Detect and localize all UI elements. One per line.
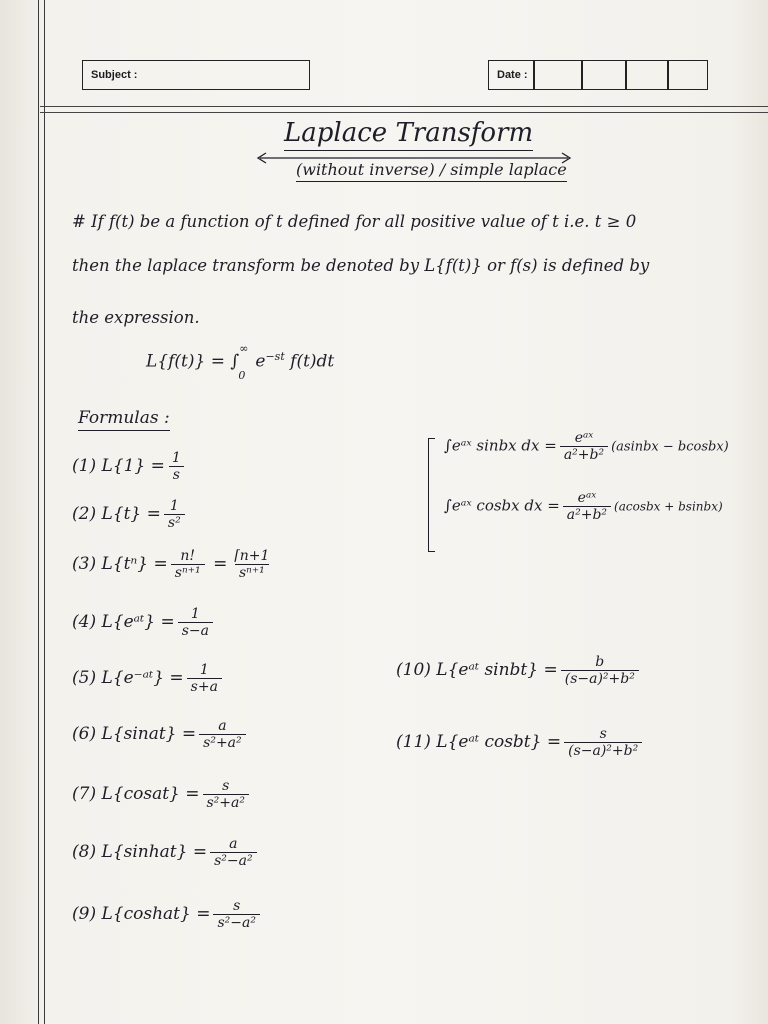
formula-9: (9) L{coshat} = $\frac{s}{\text{s²−a²}}$	[72, 898, 263, 931]
formula-5: (5) L{e⁻ᵃᵗ} = $\frac{1}{s+a}$	[72, 662, 225, 695]
formula-6: (6) L{sinat} = $\frac{a}{\text{s²+a²}}$	[72, 718, 249, 751]
page-subtitle: (without inverse) / simple laplace	[296, 160, 567, 179]
date-label: Date :	[497, 69, 528, 81]
definition-line-2: then the laplace transform be denoted by L{f(t)} or f(s) is defined by	[72, 256, 650, 275]
formula-11: (11) L{eᵃᵗ cosbt} = $\frac{s}{\text{(s−a)²+b²}}$	[396, 726, 645, 759]
header-rule	[40, 106, 768, 107]
laplace-definition: $L\{f(t)\} = \int^\infty_0e^{-st}$ f(t)dt	[146, 342, 335, 383]
formula-8: (8) L{sinhat} = $\frac{a}{\text{s²−a²}}$	[72, 836, 260, 869]
subject-label: Subject :	[91, 69, 138, 81]
margin-line	[44, 0, 45, 1024]
page-title: Laplace Transform	[284, 118, 533, 148]
formula-2: (2) L{t} = $\frac{1}{\text{s²}}$	[72, 498, 188, 531]
definition-line-1: # If f(t) be a function of t defined for all positive value of t i.e. t ≥ 0	[72, 212, 637, 231]
integral-cos-formula: ∫eᵃˣ cosbx dx = $\frac{\text{eᵃˣ}}{\text{a²+b²}}$ (acosbx + bsinbx)	[444, 490, 723, 523]
integral-sin-formula: ∫eᵃˣ sinbx dx = $\frac{\text{eᵃˣ}}{\text{a²+b²}}$ (asinbx − bcosbx)	[444, 430, 729, 463]
formulas-heading: Formulas :	[78, 408, 170, 428]
margin-line	[38, 0, 39, 1024]
formula-4: (4) L{eᵃᵗ} = $\frac{1}{s-a}$	[72, 606, 216, 639]
formula-10: (10) L{eᵃᵗ sinbt} = $\frac{b}{\text{(s−a)²+b²}}$	[396, 654, 642, 687]
header-rule	[40, 112, 768, 113]
double-arrow	[254, 150, 574, 160]
integral-bracket	[428, 438, 435, 552]
subject-box	[82, 60, 310, 90]
formula-1: (1) L{1} = $\frac{1}{s}$	[72, 450, 188, 483]
date-box	[488, 60, 708, 90]
definition-line-3: the expression.	[72, 308, 200, 327]
formula-7: (7) L{cosat} = $\frac{s}{\text{s²+a²}}$	[72, 778, 252, 811]
formula-3: (3) L{tⁿ} = $\frac{n!}{\text{sⁿ⁺¹}}$ = $\frac{⌈n+1}{\text{sⁿ⁺¹}}$	[72, 548, 270, 581]
